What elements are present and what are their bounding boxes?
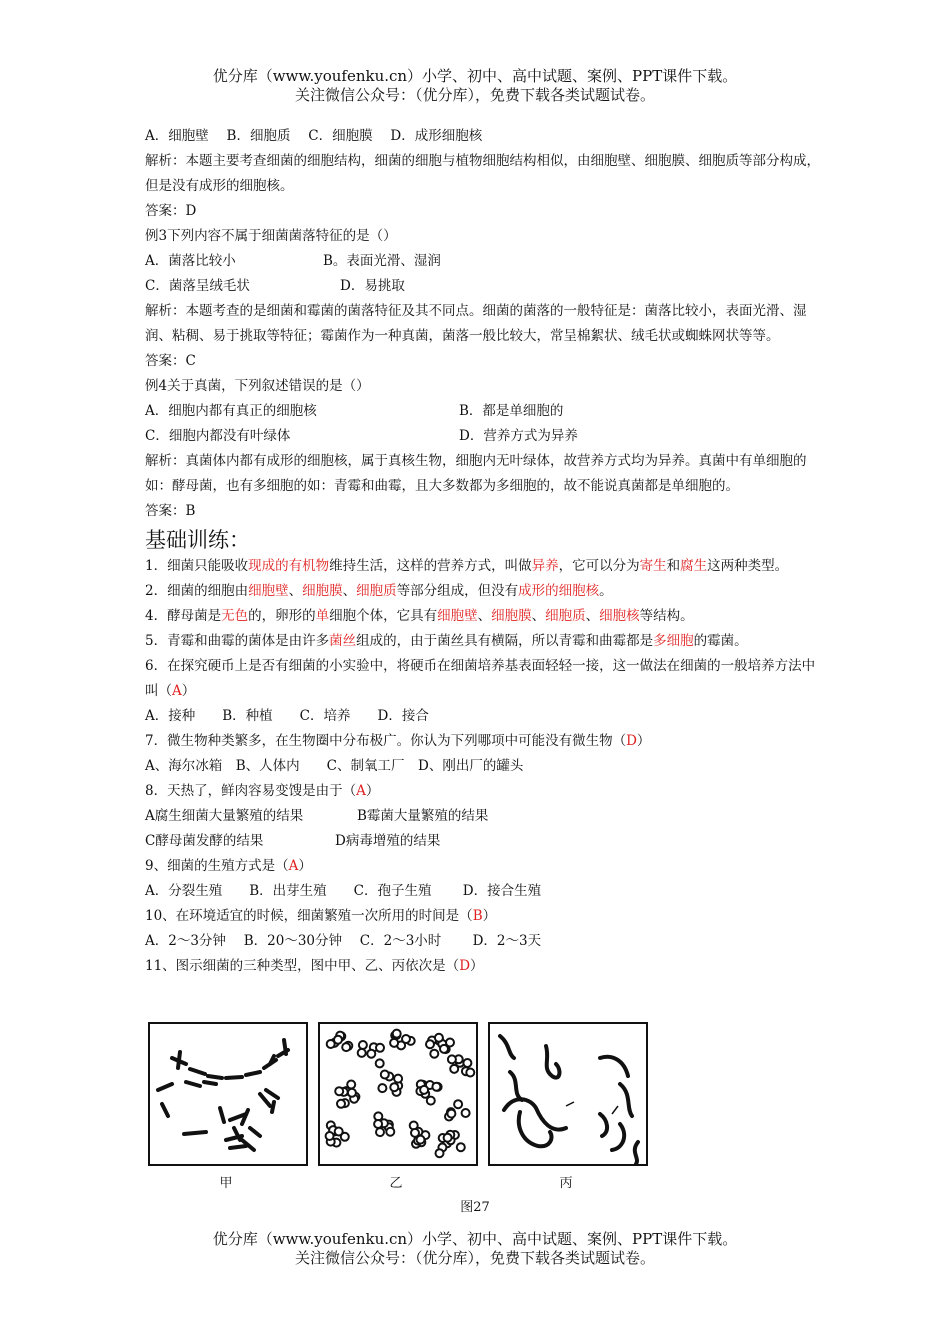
q1-part: 维持生活，这样的营养方式，叫做 (329, 558, 532, 574)
figure-label-bing: 丙 (559, 1176, 573, 1191)
figure-label-jia: 甲 (219, 1176, 233, 1191)
q5-part: 的霉菌。 (693, 633, 748, 649)
q1-text (145, 554, 825, 579)
ex3-question: 例3下列内容不属于细菌菌落特征的是（） (145, 228, 397, 244)
q2-answer-1: 细胞壁 (248, 583, 289, 599)
q4-part: 细胞个体，它具有 (329, 608, 438, 624)
q8-options-row1 (145, 804, 825, 829)
q2-sep: 、 (342, 583, 357, 599)
q2-text (145, 579, 825, 604)
ex2-options: A．细胞壁 B．细胞质 C．细胞膜 D．成形细胞核 (145, 128, 483, 144)
ex4-option-b: B．都是单细胞的 (459, 403, 564, 419)
q4-answer-6: 细胞核 (599, 608, 640, 624)
ex2-answer: 答案：D (145, 203, 197, 219)
q2-answer-2: 细胞膜 (302, 583, 343, 599)
q5-answer-2: 多细胞 (653, 633, 694, 649)
q10-text (145, 904, 825, 929)
q8-options-row2 (145, 829, 825, 854)
footer-line-1: 优分库（www.youfenku.cn）小学、初中、高中试题、案例、PPT课件下载。 (212, 1230, 738, 1248)
ex3-analysis: 解析：本题考查的是细菌和霉菌的菌落特征及其不同点。细菌的菌落的一般特征是：菌落比较小，表面光滑、湿润、粘稠、易于挑取等特征；霉菌作为一种真菌，菌落一般比较大，常呈棉絮状、绒毛状或蜘蛛网状等等。 (145, 303, 807, 344)
q7-text (145, 729, 825, 754)
q8-option-a: A腐生细菌大量繁殖的结果 (145, 808, 304, 824)
q2-part: 2．细菌的细胞由 (145, 583, 249, 599)
q11-answer: D (459, 958, 471, 974)
page-header (0, 67, 950, 105)
coccus-cell (376, 1044, 384, 1052)
q6-options: A．接种 B．种植 C．培养 D．接合 (145, 708, 429, 724)
coccus-cell (450, 1065, 458, 1073)
coccus-cell (327, 1040, 335, 1048)
q4-text (145, 604, 825, 629)
q1-part: 1．细菌只能吸收 (145, 558, 249, 574)
coccus-cell (386, 1128, 394, 1136)
q8-part: ） (365, 783, 380, 799)
q1-part: 和 (666, 558, 681, 574)
q8-option-d: D病毒增殖的结果 (335, 833, 441, 849)
q1-answer-1: 现成的有机物 (248, 558, 330, 574)
ex4-analysis: 解析：真菌体内都有成形的细胞核，属于真核生物，细胞内无叶绿体，故营养方式均为异养。真菌中有单细胞的如：酵母菌，也有多细胞的如：青霉和曲霉，且大多数都为多细胞的，故不能说真菌都是单细胞的。 (145, 453, 807, 494)
q4-sep: 、 (531, 608, 546, 624)
coccus-cell (447, 1110, 455, 1118)
ex4-options-row1 (145, 399, 825, 424)
q8-answer: A (356, 783, 366, 799)
q4-part: 等结构。 (639, 608, 694, 624)
q11-part: 11、图示细菌的三种类型，图中甲、乙、丙依次是（ (145, 958, 460, 974)
q7-answer: D (626, 733, 637, 749)
ex3-option-b: B。表面光滑、湿润 (323, 253, 441, 269)
coccus-cell (448, 1055, 456, 1063)
figure-panel-coccus-bacteria (318, 1022, 478, 1166)
q7-options: A、海尔冰箱 B、人体内 C、制氧工厂 D、刚出厂的罐头 (145, 758, 524, 774)
coccus-cell (432, 1083, 440, 1091)
q4-part: 4．酵母菌是 (145, 608, 222, 624)
figure-label-yi: 乙 (389, 1176, 403, 1191)
coccus-cell (393, 1030, 401, 1038)
ex4-option-a: A．细胞内都有真正的细胞核 (145, 403, 317, 419)
q10-options: A．2～3分钟 B．20～30分钟 C．2～3小时 D．2～3天 (145, 933, 542, 949)
figure-caption: 图27 (460, 1200, 490, 1215)
coccus-cell (358, 1049, 366, 1057)
q11-part: ） (470, 958, 484, 974)
q1-part: ，它可以分为 (558, 558, 640, 574)
q4-answer-2: 单 (315, 608, 330, 624)
coccus-cell (335, 1087, 343, 1095)
coccus-bacteria-illustration (320, 1024, 476, 1164)
q1-answer-3: 寄生 (639, 558, 667, 574)
coccus-cell (394, 1075, 402, 1083)
q1-answer-4: 腐生 (680, 558, 708, 574)
header-line-1: 优分库（www.youfenku.cn）小学、初中、高中试题、案例、PPT课件下载。 (212, 67, 738, 85)
spiral-bacteria-illustration (490, 1024, 646, 1164)
q10-part: 10、在环境适宜的时候，细菌繁殖一次所用的时间是（ (145, 908, 473, 924)
q6-part: ） (181, 683, 196, 699)
q5-part: 5．青霉和曲霉的菌体是由许多 (145, 633, 330, 649)
coccus-cell (466, 1069, 474, 1077)
coccus-cell (390, 1039, 398, 1047)
q9-text (145, 854, 825, 879)
q2-part: 等部分组成，但没有 (396, 583, 519, 599)
q2-answer-4: 成形的细胞核 (518, 583, 600, 599)
coccus-cell (462, 1109, 470, 1117)
q4-sep: 、 (585, 608, 600, 624)
q8-option-c: C酵母菌发酵的结果 (145, 833, 264, 849)
q10-part: ） (482, 908, 497, 924)
q6-answer: A (172, 683, 182, 699)
ex4-answer: 答案：B (145, 503, 196, 519)
q4-answer-4: 细胞膜 (491, 608, 532, 624)
q2-sep: 、 (288, 583, 303, 599)
coccus-cell (367, 1050, 375, 1058)
q8-option-b: B霉菌大量繁殖的结果 (357, 808, 489, 824)
figure-panel-rod-bacteria (148, 1022, 308, 1166)
coccus-cell (420, 1086, 428, 1094)
coccus-cell (374, 1120, 382, 1128)
footer-line-2: 关注微信公众号：（优分库），免费下载各类试题试卷。 (294, 1249, 655, 1267)
q4-answer-1: 无色 (221, 608, 249, 624)
q8-text (145, 779, 825, 804)
q7-part: ） (636, 733, 651, 749)
coccus-cell (390, 1083, 398, 1091)
figure-panel-spiral-bacteria (488, 1022, 648, 1166)
q6-part: 6．在探究硬币上是否有细菌的小实验中，将硬币在细菌培养基表面轻轻一接，这一做法在细菌的一般培养方法中叫（ (145, 658, 816, 699)
coccus-cell (359, 1041, 367, 1049)
q4-part: 的，卵形的 (248, 608, 316, 624)
coccus-cell (446, 1039, 454, 1047)
q4-answer-3: 细胞壁 (437, 608, 478, 624)
coccus-cell (376, 1128, 384, 1136)
coccus-cell (435, 1034, 443, 1042)
rod-bacteria-illustration (150, 1024, 306, 1164)
coccus-cell (444, 1134, 452, 1142)
coccus-cell (348, 1089, 356, 1097)
coccus-cell (402, 1035, 410, 1043)
q5-answer-1: 菌丝 (329, 633, 357, 649)
q2-answer-3: 细胞质 (356, 583, 397, 599)
q1-part: 这两种类型。 (707, 558, 789, 574)
ex4-option-d: D．营养方式为异养 (459, 428, 578, 444)
ex3-options-row2 (145, 274, 825, 299)
q7-part: 7．微生物种类繁多，在生物圈中分布极广。你认为下列哪项中可能没有微生物（ (145, 733, 627, 749)
coccus-cell (463, 1059, 471, 1067)
q8-part: 8．天热了，鲜肉容易变馊是由于（ (145, 783, 357, 799)
q1-answer-2: 异养 (531, 558, 559, 574)
ex4-options-row2 (145, 424, 825, 449)
q9-options: A．分裂生殖 B．出芽生殖 C．孢子生殖 D．接合生殖 (145, 883, 542, 899)
ex3-option-c: C．菌落呈绒毛状 (145, 278, 250, 294)
q2-part: 。 (599, 583, 613, 599)
q6-text (145, 654, 825, 704)
ex3-options-row1 (145, 249, 825, 274)
section-title: 基础训练： (145, 528, 250, 552)
coccus-cell (378, 1084, 386, 1092)
coccus-cell (342, 1043, 350, 1051)
q10-answer: B (472, 908, 483, 924)
coccus-cell (411, 1129, 419, 1137)
ex3-option-a: A．菌落比较小 (145, 253, 236, 269)
coccus-cell (335, 1128, 343, 1136)
header-line-2: 关注微信公众号：（优分库），免费下载各类试题试卷。 (294, 86, 655, 104)
coccus-cell (426, 1040, 434, 1048)
coccus-cell (381, 1071, 389, 1079)
coccus-cell (430, 1050, 438, 1058)
q4-sep: 、 (477, 608, 492, 624)
ex4-question: 例4关于真菌，下列叙述错误的是（） (145, 378, 370, 394)
ex4-option-c: C．细胞内都没有叶绿体 (145, 428, 291, 444)
page-footer (0, 1230, 950, 1268)
document-body (145, 124, 825, 979)
q5-part: 组成的，由于菌丝具有横隔，所以青霉和曲霉都是 (356, 633, 654, 649)
q4-answer-5: 细胞质 (545, 608, 586, 624)
q9-part: 9、细菌的生殖方式是（ (145, 858, 289, 874)
q5-text (145, 629, 825, 654)
coccus-cell (436, 1149, 444, 1157)
ex3-option-d: D．易挑取 (340, 278, 405, 294)
q9-answer: A (288, 858, 299, 874)
coccus-cell (457, 1143, 465, 1151)
coccus-cell (337, 1100, 345, 1108)
ex3-answer: 答案：C (145, 353, 196, 369)
coccus-cell (454, 1100, 462, 1108)
q9-part: ） (298, 858, 312, 874)
coccus-cell (376, 1059, 384, 1067)
q11-text (145, 954, 825, 979)
coccus-cell (326, 1132, 334, 1140)
ex2-analysis: 解析：本题主要考查细菌的细胞结构，细菌的细胞与植物细胞结构相似，由细胞壁、细胞膜、细胞质等部分构成，但是没有成形的细胞核。 (145, 153, 820, 194)
